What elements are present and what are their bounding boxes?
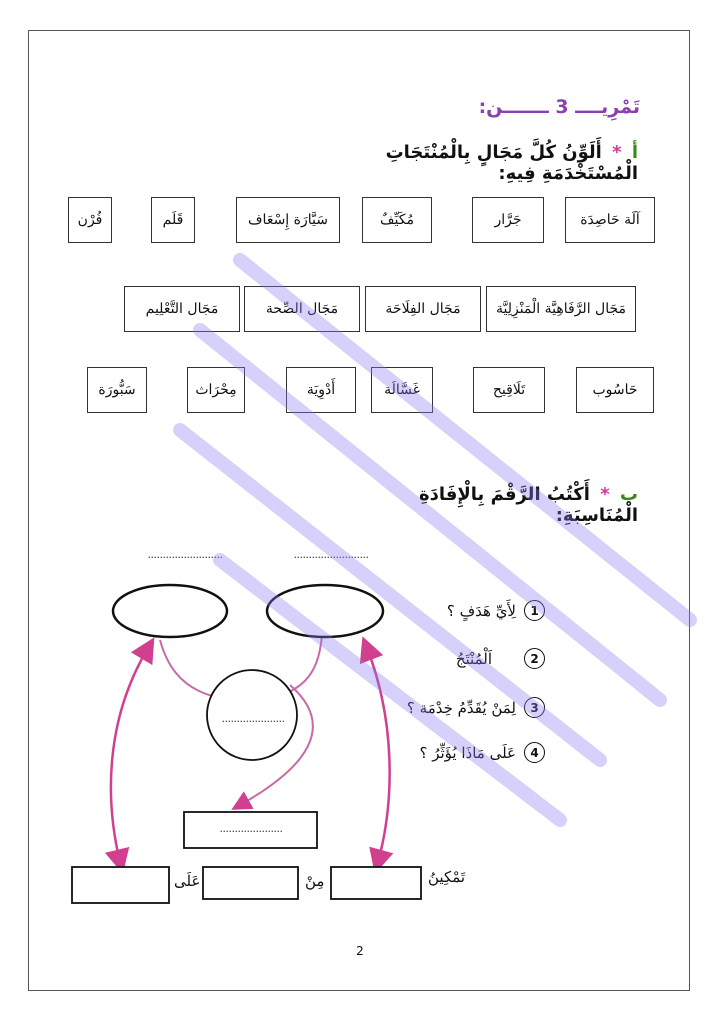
exercise-title: تَمْرِيــــ 3 ـــــــن:	[478, 96, 640, 118]
word-ala: عَلَى	[174, 872, 201, 890]
number-circle-icon: 3	[524, 697, 545, 718]
product-box[interactable]: قَلَم	[151, 197, 195, 243]
blank-rect[interactable]: .....................	[219, 822, 283, 835]
star-icon: *	[612, 142, 622, 163]
double-arrow-right	[367, 648, 390, 862]
blank-circle[interactable]: .....................	[221, 712, 285, 725]
section-a-text: أَلَوِّنُ كُلَّ مَجَالٍ بِالْمُنْتَجَاتِ الْمُسْتَخْدَمَةِ فِيهِ:	[385, 142, 638, 184]
page-number: 2	[356, 944, 364, 958]
bottom-box-middle	[203, 867, 298, 899]
question-text: عَلَى مَاذَا يُؤَثِّرُ ؟	[419, 743, 516, 762]
number-circle-icon: 4	[524, 742, 545, 763]
product-box[interactable]: آلَة حَاصِدَة	[565, 197, 655, 243]
domain-box-agriculture[interactable]: مَجَال الفِلَاحَة	[365, 286, 481, 332]
product-box[interactable]: فُرْن	[68, 197, 112, 243]
product-box[interactable]: مِحْرَاث	[187, 367, 245, 413]
question-text: لِمَنْ يُقَدِّمُ خِدْمَة ؟	[406, 698, 516, 717]
question-item	[456, 648, 545, 669]
domain-box-home[interactable]: مَجَال الرَّفَاهِيَّة الْمَنْزِلِيَّة	[486, 286, 636, 332]
bottom-box-right	[331, 867, 421, 899]
product-box[interactable]: سَيَّارَة إِسْعَاف	[236, 197, 340, 243]
section-b-text: أَكْتُبُ الرَّقْمَ بِالْإِفَادَةِ الْمُنَاسِبَةِ:	[418, 484, 638, 526]
question-text: اَلْمُنْتَجُ	[455, 649, 492, 668]
number-circle-icon: 1	[524, 600, 545, 621]
product-box[interactable]: تَلَاقِيح	[473, 367, 545, 413]
star-icon: *	[600, 484, 610, 505]
word-min: مِنْ	[305, 872, 325, 890]
blank-left[interactable]: .........................	[147, 548, 223, 561]
product-box[interactable]: سَبُّورَة	[87, 367, 147, 413]
product-box[interactable]: غَسَّالَة	[371, 367, 433, 413]
question-text: لِأَيِّ هَدَفٍ ؟	[446, 601, 516, 620]
question-item	[447, 600, 545, 621]
question-item	[419, 742, 545, 763]
bottom-box-left	[72, 867, 169, 903]
section-a-letter: أ	[631, 142, 638, 163]
section-b-letter: ب	[619, 484, 638, 505]
word-tamkin: تَمْكِينُ	[428, 868, 466, 886]
product-box[interactable]: حَاسُوب	[576, 367, 654, 413]
domain-box-health[interactable]: مَجَال الصِّحة	[244, 286, 360, 332]
product-box[interactable]: جَرَّار	[472, 197, 544, 243]
oval-left	[113, 585, 227, 637]
number-circle-icon: 2	[524, 648, 545, 669]
blank-right[interactable]: .........................	[293, 548, 369, 561]
question-item	[407, 697, 545, 718]
domain-box-education[interactable]: مَجَال التَّعْلِيم	[124, 286, 240, 332]
product-box[interactable]: مُكَيِّفٌ	[362, 197, 432, 243]
product-box[interactable]: أَدْوِيَة	[286, 367, 356, 413]
oval-right	[267, 585, 383, 637]
double-arrow-left	[111, 648, 148, 862]
